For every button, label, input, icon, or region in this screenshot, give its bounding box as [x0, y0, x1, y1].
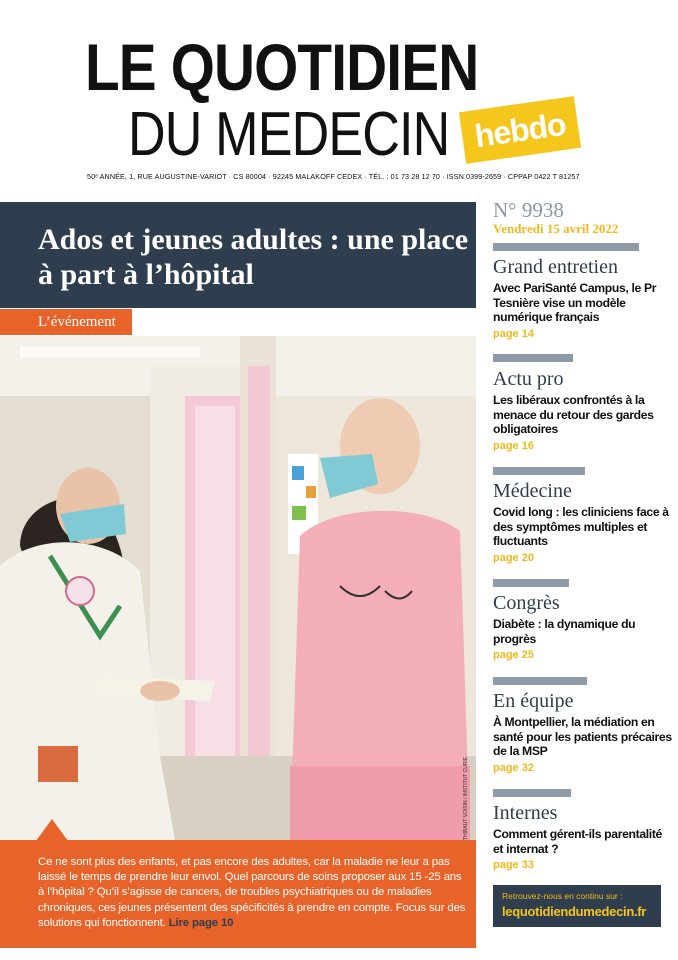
section-text-grand-entretien: Avec PariSanté Campus, le Pr Tesnière vise un modèle numérique français [493, 281, 657, 325]
issue-number: N° 9938 [493, 198, 564, 222]
section-bar-congres [493, 579, 569, 587]
section-page-congres[interactable]: page 25 [493, 649, 534, 661]
section-bar-internes [493, 789, 571, 797]
section-title-internes: Internes [493, 802, 558, 824]
section-page-medecine[interactable]: page 20 [493, 552, 534, 564]
event-tag: L’événement [0, 309, 132, 335]
section-title-congres: Congrès [493, 592, 560, 614]
read-more-link[interactable]: Lire page 10 [168, 916, 234, 929]
section-text-en-equipe: À Montpellier, la médiation en santé pour les patients précaires de la MSP [493, 715, 672, 759]
section-page-actu-pro[interactable]: page 16 [493, 440, 534, 452]
section-bar-en-equipe [493, 677, 587, 685]
section-bar-actu-pro [493, 354, 573, 362]
issue-date: Vendredi 15 avril 2022 [493, 221, 619, 236]
cover-headline: Ados et jeunes adultes : une place à part à l’hôpital [38, 223, 469, 291]
section-title-grand-entretien: Grand entretien [493, 256, 618, 278]
section-page-grand-entretien[interactable]: page 14 [493, 328, 534, 340]
section-title-actu-pro: Actu pro [493, 368, 564, 390]
section-bar-medecine [493, 467, 585, 475]
hebdo-badge [459, 96, 581, 164]
section-page-en-equipe[interactable]: page 32 [493, 762, 534, 774]
cover-photo-illustration [0, 336, 476, 840]
publisher-address: 50ᵉ ANNÉE, 1, RUE AUGUSTINE-VARIOT · CS 80004 · 92245 MALAKOFF CEDEX · TÉL. : 01 73 28 12 70 · ISSN 0399-2659 · CPPAP 0422 T 81257 [87, 172, 580, 181]
masthead-title-line2: DU MEDECIN [128, 100, 450, 169]
section-bar-grand-entretien [493, 243, 639, 251]
section-text-actu-pro: Les libéraux confrontés à la menace du retour des gardes obligatoires [493, 393, 654, 437]
website-invite: Retrouvez-nous en continu sur : [502, 891, 623, 901]
section-text-congres: Diabète : la dynamique du progrès [493, 617, 636, 646]
photo-credit-text: THIBAUT VOISIN / INSTITUT CURIE [463, 756, 469, 840]
section-text-internes: Comment gérent-ils parentalité et internat ? [493, 827, 662, 856]
cover-lede [38, 855, 470, 931]
lede-text: Ce ne sont plus des enfants, et pas encore des adultes, car la maladie ne leur a pas laissé le temps de prendre leur envol. Quel parcours de soins proposer aux 15 -25 ans à l’hôpital ? Qu’il s’agisse de cancers, de troubles psychiatriques ou de maladies chroniques, ces jeunes présentent des spécificités à prendre en compte. Focus sur des solutions qui fonctionnent. [38, 856, 466, 929]
section-title-medecine: Médecine [493, 480, 572, 502]
masthead [0, 0, 678, 195]
section-page-internes[interactable]: page 33 [493, 859, 534, 871]
lede-notch [36, 819, 68, 841]
section-title-en-equipe: En équipe [493, 690, 574, 712]
section-text-medecine: Covid long : les cliniciens face à des symptômes multiples et fluctuants [493, 505, 669, 549]
masthead-title-line1: LE QUOTIDIEN [85, 30, 479, 104]
hebdo-badge-label: hebdo [472, 105, 568, 154]
cover-photo [0, 336, 476, 840]
photo-credit [463, 740, 473, 840]
website-link[interactable]: lequotidiendumedecin.fr [502, 904, 647, 919]
